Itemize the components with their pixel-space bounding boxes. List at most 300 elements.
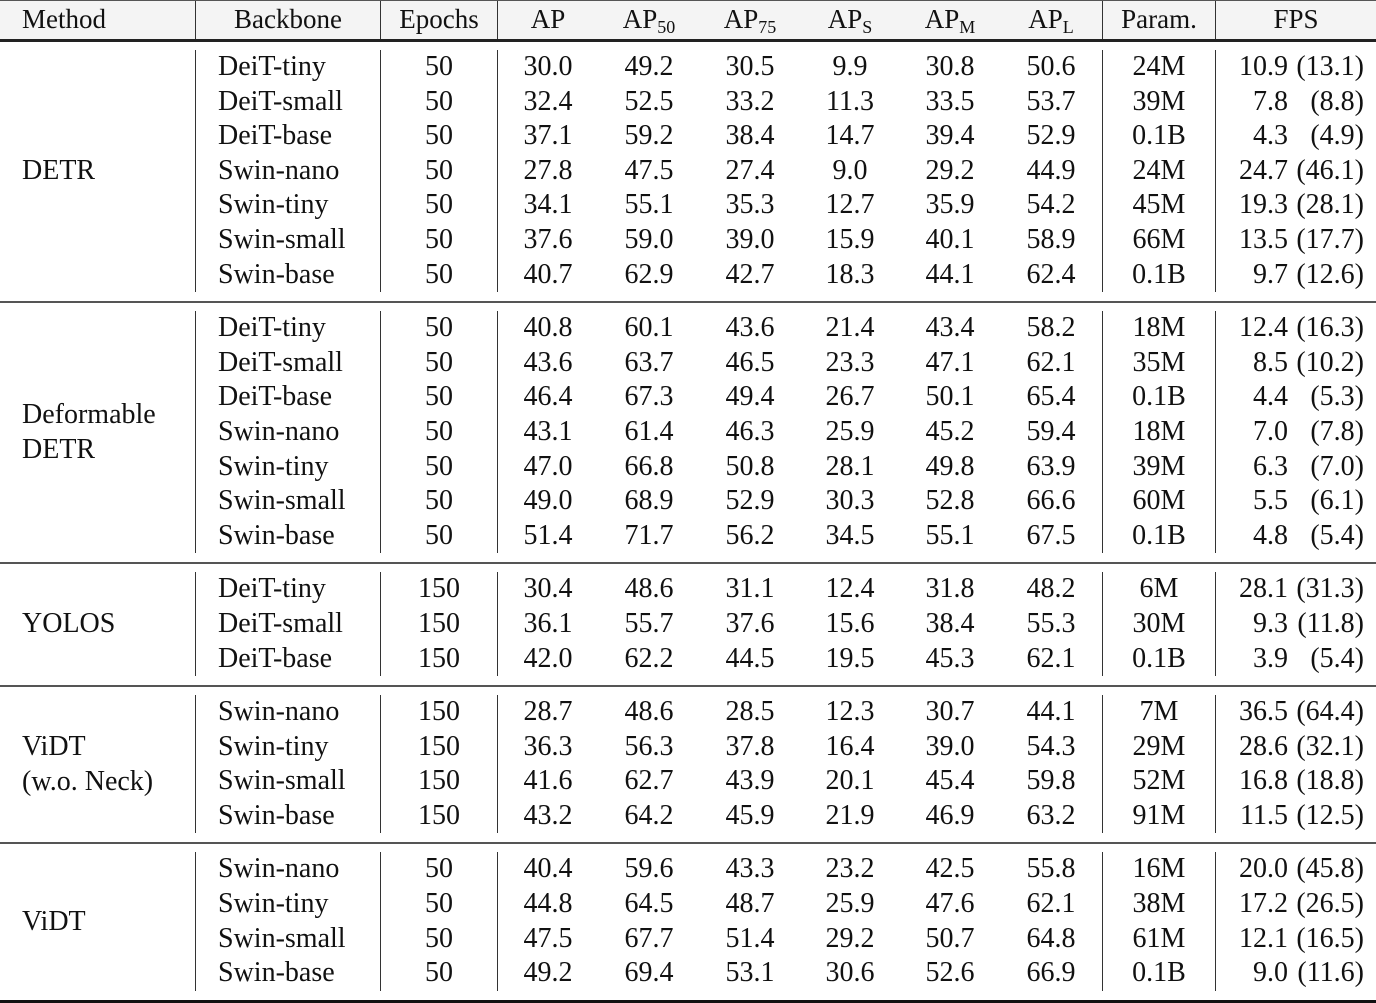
cell-ap50: 69.4 (624, 957, 674, 989)
fps-value: 7.8 (1253, 85, 1288, 117)
cell-ap75: 46.5 (725, 346, 775, 378)
fps-paren-value: (18.8) (1296, 765, 1364, 797)
cell-apm: 50.1 (925, 381, 975, 413)
cell-apl: 64.8 (1026, 922, 1076, 954)
cell-ap75: 42.7 (725, 258, 775, 290)
fps-paren-value: (4.9) (1310, 120, 1364, 152)
cell-ap50: 49.2 (624, 51, 674, 82)
cell-ap75: 43.9 (725, 765, 775, 797)
cell-backbone: DeiT-base (195, 119, 380, 154)
cell-ap: 49.2 (497, 956, 598, 991)
header-apm (900, 1, 1000, 39)
table-row (0, 258, 1376, 293)
cell-fps (1215, 119, 1376, 154)
header-method: Method (22, 4, 106, 34)
cell-param: 0.1B (1102, 519, 1215, 554)
cell-aps: 9.9 (832, 51, 868, 82)
cell-epochs: 150 (380, 642, 497, 677)
cell-ap: 43.6 (497, 346, 598, 381)
header-ap-base: AP (723, 4, 759, 34)
cell-ap75: 39.0 (725, 223, 775, 255)
cell-ap: 37.1 (497, 119, 598, 154)
cell-ap50: 71.7 (624, 519, 674, 551)
method-label (22, 42, 95, 301)
cell-ap75: 37.6 (725, 607, 775, 639)
cell-backbone: Swin-base (195, 956, 380, 991)
header-ap-sub: 75 (758, 17, 777, 37)
cell-backbone: Swin-nano (195, 154, 380, 189)
cell-apm: 52.6 (925, 957, 975, 989)
cell-param: 16M (1102, 852, 1215, 887)
cell-apl: 62.1 (1026, 346, 1076, 378)
header-epochs: Epochs (380, 1, 497, 39)
header-ap-base: AP (1028, 4, 1063, 34)
fps-value: 10.9 (1239, 51, 1288, 82)
cell-aps: 21.4 (825, 312, 875, 344)
cell-epochs: 50 (380, 450, 497, 485)
table-row (0, 730, 1376, 765)
cell-epochs: 150 (380, 730, 497, 765)
cell-backbone: DeiT-small (195, 346, 380, 381)
cell-epochs: 50 (380, 956, 497, 991)
cell-ap75: 52.9 (725, 485, 775, 517)
fps-value: 3.9 (1253, 642, 1288, 674)
cell-ap50: 55.7 (624, 607, 674, 639)
cell-ap: 30.0 (497, 50, 598, 85)
fps-paren-value: (32.1) (1296, 730, 1364, 762)
cell-aps: 14.7 (825, 120, 875, 152)
table-row (0, 346, 1376, 381)
fps-paren-value: (7.0) (1310, 450, 1364, 482)
header-aps (800, 1, 900, 39)
cell-epochs: 50 (380, 519, 497, 554)
cell-ap50: 48.6 (624, 696, 674, 728)
cell-ap: 44.8 (497, 887, 598, 922)
fps-paren-value: (13.1) (1296, 51, 1364, 82)
cell-epochs: 50 (380, 346, 497, 381)
fps-paren-value: (5.4) (1310, 519, 1364, 551)
header-ap-sub: M (959, 17, 976, 37)
method-label (22, 564, 115, 685)
cell-backbone: DeiT-small (195, 85, 380, 120)
header-ap-sub: L (1062, 17, 1074, 37)
cell-aps: 34.5 (825, 519, 875, 551)
cell-fps (1215, 642, 1376, 677)
cell-aps: 25.9 (825, 888, 875, 920)
cell-backbone: DeiT-tiny (195, 572, 380, 607)
cell-apm: 47.1 (925, 346, 975, 378)
table-row (0, 695, 1376, 730)
cell-ap: 40.7 (497, 258, 598, 293)
fps-value: 9.7 (1253, 258, 1288, 290)
fps-value: 36.5 (1239, 696, 1288, 728)
cell-param: 39M (1102, 85, 1215, 120)
cell-ap75: 27.4 (725, 154, 775, 186)
cell-ap: 47.5 (497, 922, 598, 957)
cell-backbone: DeiT-small (195, 607, 380, 642)
cell-aps: 18.3 (825, 258, 875, 290)
cell-ap50: 59.2 (624, 120, 674, 152)
header-ap-base: AP (530, 4, 566, 34)
fps-value: 12.4 (1239, 312, 1288, 344)
cell-ap50: 62.9 (624, 258, 674, 290)
cell-ap75: 28.5 (725, 696, 775, 728)
cell-aps: 26.7 (825, 381, 875, 413)
fps-value: 9.3 (1253, 607, 1288, 639)
header-param: Param. (1102, 1, 1215, 39)
fps-paren-value: (31.3) (1296, 573, 1364, 605)
cell-fps (1215, 154, 1376, 189)
cell-ap50: 55.1 (624, 189, 674, 221)
cell-param: 24M (1102, 50, 1215, 85)
cell-backbone: Swin-tiny (195, 730, 380, 765)
cell-ap: 47.0 (497, 450, 598, 485)
header-ap-sub: S (862, 17, 873, 37)
cell-epochs: 150 (380, 607, 497, 642)
cell-param: 7M (1102, 695, 1215, 730)
cell-param: 35M (1102, 346, 1215, 381)
cell-param: 38M (1102, 887, 1215, 922)
cell-epochs: 150 (380, 572, 497, 607)
cell-aps: 23.2 (825, 853, 875, 885)
method-label (22, 844, 86, 999)
cell-apm: 50.7 (925, 922, 975, 954)
cell-ap50: 60.1 (624, 312, 674, 344)
cell-epochs: 50 (380, 154, 497, 189)
cell-epochs: 50 (380, 119, 497, 154)
cell-apm: 33.5 (925, 85, 975, 117)
cell-ap: 46.4 (497, 380, 598, 415)
fps-value: 24.7 (1239, 154, 1288, 186)
fps-paren-value: (28.1) (1296, 189, 1364, 221)
cell-ap50: 48.6 (624, 573, 674, 605)
cell-ap50: 64.5 (624, 888, 674, 920)
cell-epochs: 50 (380, 188, 497, 223)
fps-value: 7.0 (1253, 415, 1288, 447)
cell-apm: 29.2 (925, 154, 975, 186)
cell-ap: 51.4 (497, 519, 598, 554)
table-row (0, 519, 1376, 554)
method-label (22, 303, 156, 562)
cell-ap: 43.1 (497, 415, 598, 450)
fps-paren-value: (12.5) (1296, 799, 1364, 831)
cell-ap: 41.6 (497, 764, 598, 799)
cell-backbone: Swin-tiny (195, 450, 380, 485)
method-name-line: (w.o. Neck) (22, 765, 154, 797)
cell-param: 24M (1102, 154, 1215, 189)
fps-value: 28.6 (1239, 730, 1288, 762)
cell-ap75: 50.8 (725, 450, 775, 482)
cell-param: 0.1B (1102, 956, 1215, 991)
method-group (0, 844, 1376, 1002)
cell-fps (1215, 346, 1376, 381)
table-row (0, 642, 1376, 677)
cell-param: 6M (1102, 572, 1215, 607)
cell-fps (1215, 311, 1376, 346)
cell-fps (1215, 188, 1376, 223)
header-ap (497, 1, 598, 39)
cell-ap50: 67.3 (624, 381, 674, 413)
method-name-line: ViDT (22, 731, 86, 763)
method-name-line: ViDT (22, 905, 86, 937)
cell-param: 18M (1102, 311, 1215, 346)
cell-ap75: 49.4 (725, 381, 775, 413)
cell-apl: 62.4 (1026, 258, 1076, 290)
fps-value: 4.4 (1253, 381, 1288, 413)
cell-backbone: Swin-base (195, 519, 380, 554)
fps-value: 16.8 (1239, 765, 1288, 797)
cell-apm: 46.9 (925, 799, 975, 831)
cell-aps: 25.9 (825, 415, 875, 447)
fps-paren-value: (10.2) (1296, 346, 1364, 378)
fps-paren-value: (46.1) (1296, 154, 1364, 186)
cell-ap75: 43.3 (725, 853, 775, 885)
cell-ap: 36.3 (497, 730, 598, 765)
cell-epochs: 50 (380, 852, 497, 887)
cell-fps (1215, 85, 1376, 120)
cell-aps: 16.4 (825, 730, 875, 762)
fps-paren-value: (5.3) (1310, 381, 1364, 413)
cell-ap50: 52.5 (624, 85, 674, 117)
fps-paren-value: (26.5) (1296, 888, 1364, 920)
cell-apl: 54.2 (1026, 189, 1076, 221)
cell-backbone: Swin-tiny (195, 188, 380, 223)
cell-backbone: Swin-small (195, 764, 380, 799)
cell-apl: 67.5 (1026, 519, 1076, 551)
cell-apm: 43.4 (925, 312, 975, 344)
cell-backbone: DeiT-base (195, 380, 380, 415)
cell-ap75: 30.5 (725, 51, 775, 82)
fps-paren-value: (8.8) (1310, 85, 1364, 117)
cell-ap: 42.0 (497, 642, 598, 677)
cell-fps (1215, 764, 1376, 799)
table-row (0, 50, 1376, 85)
cell-fps (1215, 484, 1376, 519)
table-row (0, 887, 1376, 922)
cell-apl: 65.4 (1026, 381, 1076, 413)
cell-epochs: 50 (380, 85, 497, 120)
cell-aps: 15.9 (825, 223, 875, 255)
cell-apl: 59.8 (1026, 765, 1076, 797)
cell-ap: 28.7 (497, 695, 598, 730)
cell-apm: 55.1 (925, 519, 975, 551)
cell-fps (1215, 223, 1376, 258)
cell-ap50: 61.4 (624, 415, 674, 447)
header-ap50 (598, 1, 700, 39)
method-group (0, 687, 1376, 844)
fps-paren-value: (17.7) (1296, 223, 1364, 255)
cell-ap: 40.8 (497, 311, 598, 346)
cell-apl: 63.9 (1026, 450, 1076, 482)
cell-aps: 30.3 (825, 485, 875, 517)
cell-epochs: 150 (380, 695, 497, 730)
cell-fps (1215, 415, 1376, 450)
cell-backbone: Swin-tiny (195, 887, 380, 922)
cell-param: 61M (1102, 922, 1215, 957)
cell-aps: 9.0 (832, 154, 868, 186)
cell-backbone: Swin-base (195, 258, 380, 293)
fps-value: 19.3 (1239, 189, 1288, 221)
table-row (0, 119, 1376, 154)
fps-value: 28.1 (1239, 573, 1288, 605)
cell-fps (1215, 852, 1376, 887)
cell-fps (1215, 887, 1376, 922)
cell-backbone: DeiT-tiny (195, 50, 380, 85)
cell-backbone: Swin-nano (195, 695, 380, 730)
cell-aps: 20.1 (825, 765, 875, 797)
fps-paren-value: (11.6) (1297, 957, 1364, 989)
cell-epochs: 150 (380, 764, 497, 799)
cell-fps (1215, 380, 1376, 415)
cell-epochs: 50 (380, 484, 497, 519)
table-row (0, 154, 1376, 189)
table-row (0, 922, 1376, 957)
table-row (0, 852, 1376, 887)
cell-apm: 47.6 (925, 888, 975, 920)
header-ap-base: AP (622, 4, 658, 34)
fps-value: 5.5 (1253, 485, 1288, 517)
cell-aps: 30.6 (825, 957, 875, 989)
cell-aps: 23.3 (825, 346, 875, 378)
cell-ap50: 59.6 (624, 853, 674, 885)
cell-apl: 44.9 (1026, 154, 1076, 186)
cell-apl: 66.9 (1026, 957, 1076, 989)
cell-apl: 50.6 (1026, 51, 1076, 82)
cell-apm: 45.3 (925, 642, 975, 674)
cell-ap75: 48.7 (725, 888, 775, 920)
fps-value: 13.5 (1239, 223, 1288, 255)
cell-ap50: 62.7 (624, 765, 674, 797)
cell-epochs: 50 (380, 922, 497, 957)
table-row (0, 380, 1376, 415)
table-row (0, 311, 1376, 346)
cell-apm: 30.7 (925, 696, 975, 728)
cell-backbone: Swin-nano (195, 415, 380, 450)
cell-ap50: 62.2 (624, 642, 674, 674)
fps-value: 4.3 (1253, 120, 1288, 152)
cell-backbone: Swin-small (195, 922, 380, 957)
cell-ap75: 51.4 (725, 922, 775, 954)
fps-paren-value: (7.8) (1310, 415, 1364, 447)
cell-ap50: 68.9 (624, 485, 674, 517)
cell-aps: 29.2 (825, 922, 875, 954)
method-label (22, 687, 153, 842)
cell-apm: 39.4 (925, 120, 975, 152)
cell-epochs: 50 (380, 258, 497, 293)
table-body (0, 42, 1376, 1003)
fps-paren-value: (6.1) (1310, 485, 1364, 517)
cell-epochs: 50 (380, 223, 497, 258)
cell-ap: 49.0 (497, 484, 598, 519)
cell-fps (1215, 922, 1376, 957)
fps-value: 9.0 (1253, 957, 1288, 989)
fps-paren-value: (64.4) (1296, 696, 1364, 728)
cell-backbone: DeiT-base (195, 642, 380, 677)
cell-fps (1215, 572, 1376, 607)
table-header (0, 0, 1376, 42)
table-row (0, 572, 1376, 607)
fps-value: 6.3 (1253, 450, 1288, 482)
table-row (0, 188, 1376, 223)
cell-epochs: 50 (380, 415, 497, 450)
method-group (0, 303, 1376, 564)
fps-paren-value: (16.3) (1296, 312, 1364, 344)
cell-ap50: 47.5 (624, 154, 674, 186)
header-backbone: Backbone (195, 1, 380, 39)
table-row (0, 223, 1376, 258)
cell-ap50: 59.0 (624, 223, 674, 255)
table-row (0, 956, 1376, 991)
fps-value: 8.5 (1253, 346, 1288, 378)
cell-ap75: 56.2 (725, 519, 775, 551)
cell-ap50: 63.7 (624, 346, 674, 378)
cell-backbone: Swin-base (195, 799, 380, 834)
cell-fps (1215, 519, 1376, 554)
cell-apl: 58.9 (1026, 223, 1076, 255)
cell-param: 29M (1102, 730, 1215, 765)
cell-apm: 45.2 (925, 415, 975, 447)
cell-ap75: 45.9 (725, 799, 775, 831)
cell-param: 0.1B (1102, 258, 1215, 293)
table-row (0, 484, 1376, 519)
cell-apl: 63.2 (1026, 799, 1076, 831)
cell-aps: 12.7 (825, 189, 875, 221)
cell-apm: 35.9 (925, 189, 975, 221)
cell-ap75: 46.3 (725, 415, 775, 447)
cell-apm: 39.0 (925, 730, 975, 762)
cell-param: 0.1B (1102, 119, 1215, 154)
cell-param: 39M (1102, 450, 1215, 485)
table-row (0, 799, 1376, 834)
cell-aps: 28.1 (825, 450, 875, 482)
cell-ap: 27.8 (497, 154, 598, 189)
cell-epochs: 50 (380, 380, 497, 415)
cell-apl: 54.3 (1026, 730, 1076, 762)
cell-param: 30M (1102, 607, 1215, 642)
cell-apl: 59.4 (1026, 415, 1076, 447)
cell-ap75: 53.1 (725, 957, 775, 989)
fps-paren-value: (5.4) (1310, 642, 1364, 674)
cell-param: 0.1B (1102, 380, 1215, 415)
cell-fps (1215, 695, 1376, 730)
method-group (0, 564, 1376, 687)
fps-paren-value: (45.8) (1296, 853, 1364, 885)
cell-ap75: 37.8 (725, 730, 775, 762)
cell-fps (1215, 730, 1376, 765)
method-name-line: DETR (22, 155, 96, 187)
fps-value: 20.0 (1239, 853, 1288, 885)
method-name-line: YOLOS (22, 608, 116, 640)
cell-aps: 11.3 (826, 85, 874, 117)
cell-epochs: 50 (380, 311, 497, 346)
cell-ap50: 64.2 (624, 799, 674, 831)
table-row (0, 415, 1376, 450)
fps-value: 12.1 (1239, 922, 1288, 954)
cell-ap: 30.4 (497, 572, 598, 607)
cell-apm: 44.1 (925, 258, 975, 290)
cell-param: 60M (1102, 484, 1215, 519)
cell-fps (1215, 450, 1376, 485)
cell-fps (1215, 50, 1376, 85)
cell-epochs: 50 (380, 50, 497, 85)
cell-aps: 12.3 (825, 696, 875, 728)
cell-epochs: 50 (380, 887, 497, 922)
cell-ap: 43.2 (497, 799, 598, 834)
table-row (0, 764, 1376, 799)
cell-aps: 19.5 (825, 642, 875, 674)
cell-ap: 40.4 (497, 852, 598, 887)
cell-apl: 66.6 (1026, 485, 1076, 517)
